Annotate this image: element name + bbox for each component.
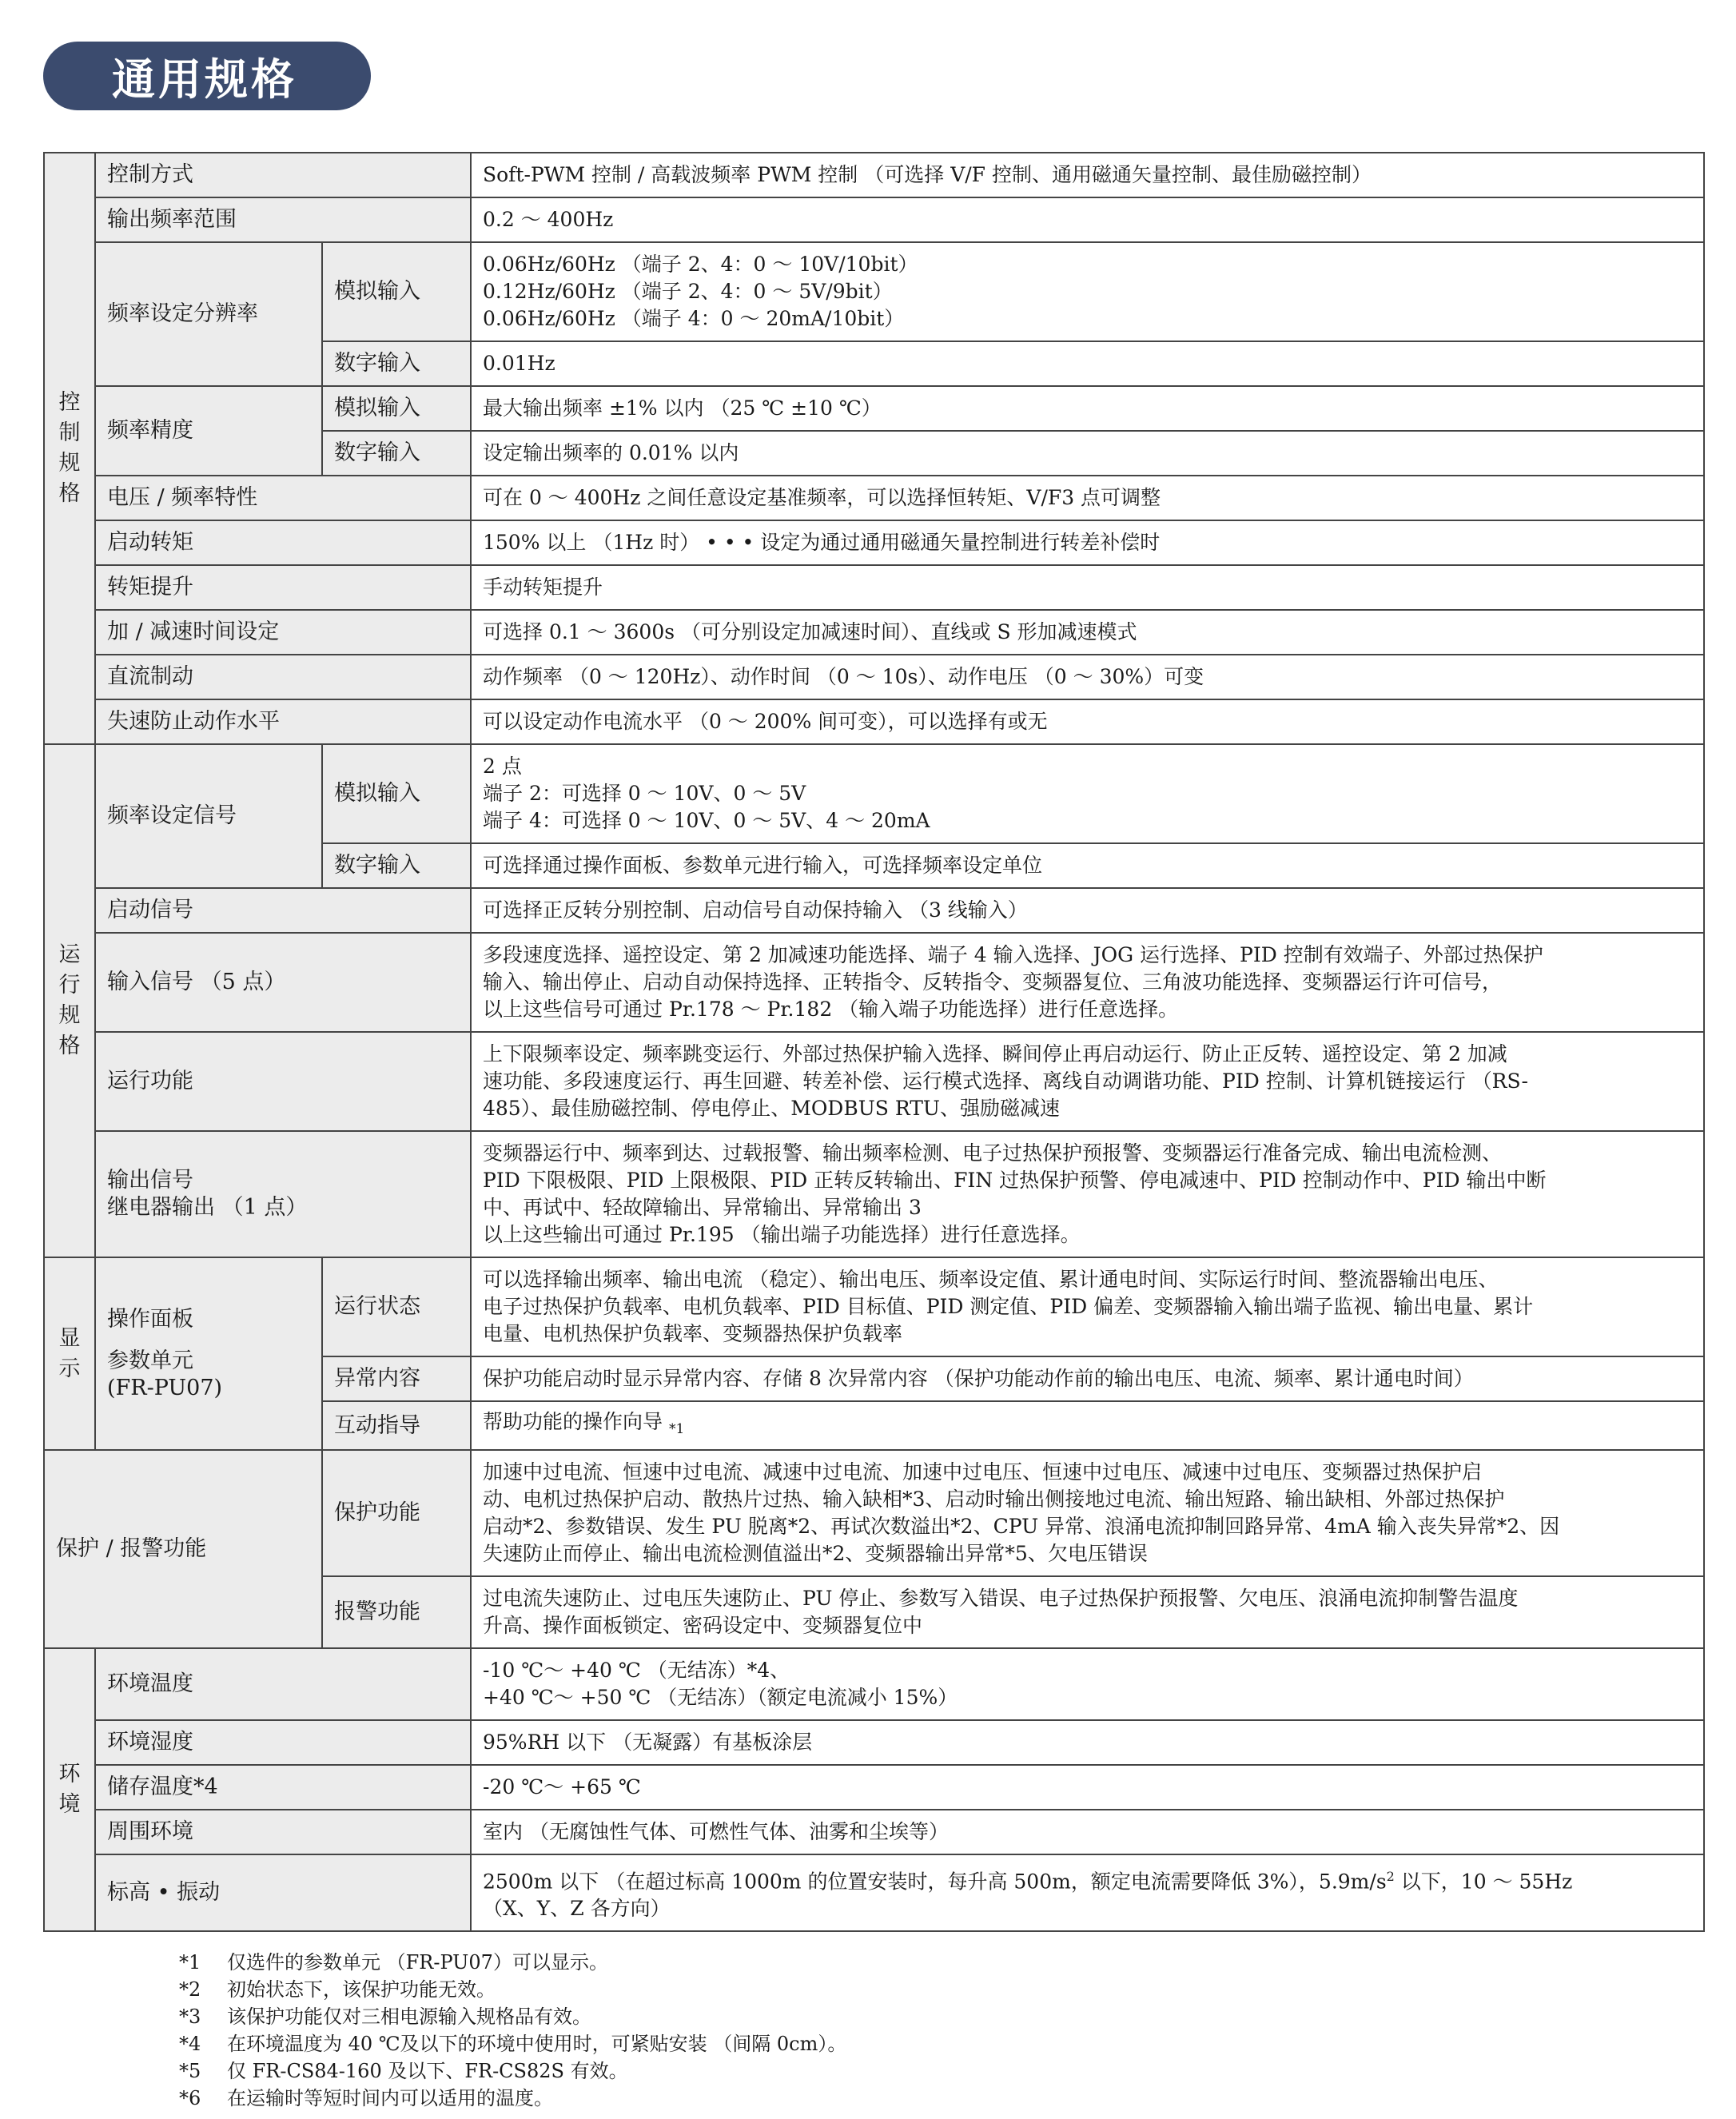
row-label: 运行功能 bbox=[95, 1032, 471, 1131]
footnote: *3 该保护功能仅对三相电源输入规格品有效。 bbox=[179, 2005, 591, 2028]
row-value: 0.06Hz/60Hz （端子 2、4：0 ～ 10V/10bit） 0.12Hz/60Hz （端子 2、4：0 ～ 5V/9bit） 0.06Hz/60Hz （端子 4：0 ～ 20mA/10bit） bbox=[471, 242, 1704, 341]
table-row bbox=[44, 1648, 1704, 1720]
row-value: 上下限频率设定、频率跳变运行、外部过热保护输入选择、瞬间停止再启动运行、防止正反转、遥控设定、第 2 加减 速功能、多段速度运行、再生回避、转差补偿、运行模式选择、离线自动调谐功能、PID 控制、计算机链接运行 （RS- 485）、最佳励磁控制、停电停止、MODBUS RTU、强励磁减速 bbox=[471, 1032, 1704, 1131]
footnote: *6 在运输时等短时间内可以适用的温度。 bbox=[179, 2087, 553, 2109]
table-row bbox=[44, 242, 1704, 341]
row-value: 可选择正反转分别控制、启动信号自动保持输入 （3 线输入） bbox=[471, 888, 1704, 933]
spec-table bbox=[43, 152, 1705, 1932]
table-row bbox=[44, 1810, 1704, 1854]
sub-label: 数字输入 bbox=[322, 843, 471, 888]
row-label: 启动转矩 bbox=[95, 520, 471, 565]
footnote: *2 初始状态下，该保护功能无效。 bbox=[179, 1978, 496, 2001]
row-value: -10 ℃～ +40 ℃ （无结冻）*4、 +40 ℃～ +50 ℃ （无结冻）（额定电流减小 15%） bbox=[471, 1648, 1704, 1720]
table-row bbox=[44, 699, 1704, 744]
row-label: 控制方式 bbox=[95, 153, 471, 197]
row-label: 频率设定信号 bbox=[95, 744, 322, 888]
row-value: 加速中过电流、恒速中过电流、减速中过电流、加速中过电压、恒速中过电压、减速中过电压、变频器过热保护启 动、电机过热保护启动、散热片过热、输入缺相*3、启动时输出侧接地过电流、输出短路、输出缺相、外部过热保护 启动*2、参数错误、发生 PU 脱离*2、再试次数溢出*2、CPU 异常、浪涌电流抑制回路异常、4mA 输入丧失异常*2、因 失速防止而停止、输出电流检测值溢出*2、变频器输出异常*5、欠电压错误 bbox=[471, 1450, 1704, 1576]
table-row bbox=[44, 888, 1704, 933]
row-value: Soft-PWM 控制 / 高载波频率 PWM 控制 （可选择 V/F 控制、通用磁通矢量控制、最佳励磁控制） bbox=[471, 153, 1704, 197]
footnote: *5 仅 FR-CS84-160 及以下、FR-CS82S 有效。 bbox=[179, 2060, 628, 2082]
row-label: 输出信号 继电器输出 （1 点） bbox=[95, 1131, 471, 1257]
row-label: 电压 / 频率特性 bbox=[95, 476, 471, 520]
sub-label: 数字输入 bbox=[322, 431, 471, 476]
row-value: 0.2 ～ 400Hz bbox=[471, 197, 1704, 242]
footnote: *4 在环境温度为 40 ℃及以下的环境中使用时，可紧贴安装 （间隔 0cm）。 bbox=[179, 2033, 847, 2055]
row-value: 150% 以上 （1Hz 时） • • • 设定为通过通用磁通矢量控制进行转差补偿时 bbox=[471, 520, 1704, 565]
row-label: 标高 • 振动 bbox=[95, 1854, 471, 1931]
row-label: 加 / 减速时间设定 bbox=[95, 610, 471, 655]
row-value: 手动转矩提升 bbox=[471, 565, 1704, 610]
row-label: 周围环境 bbox=[95, 1810, 471, 1854]
row-value: 可选择 0.1 ～ 3600s （可分别设定加减速时间）、直线或 S 形加减速模式 bbox=[471, 610, 1704, 655]
footnote: *1 仅选件的参数单元 （FR-PU07）可以显示。 bbox=[179, 1951, 608, 1974]
row-value: 可以设定动作电流水平 （0 ～ 200% 间可变），可以选择有或无 bbox=[471, 699, 1704, 744]
table-row bbox=[44, 1720, 1704, 1765]
row-value: 动作频率 （0 ～ 120Hz）、动作时间 （0 ～ 10s）、动作电压 （0 ～ 30%）可变 bbox=[471, 655, 1704, 699]
row-label: 频率精度 bbox=[95, 386, 322, 476]
table-row bbox=[44, 610, 1704, 655]
row-value: 室内 （无腐蚀性气体、可燃性气体、油雾和尘埃等） bbox=[471, 1810, 1704, 1854]
category-control: 控制规格 bbox=[44, 153, 95, 744]
row-value: 保护功能启动时显示异常内容、存储 8 次异常内容 （保护功能动作前的输出电压、电流、频率、累计通电时间） bbox=[471, 1356, 1704, 1401]
category-protection: 保护 / 报警功能 bbox=[44, 1450, 322, 1648]
table-row bbox=[44, 1765, 1704, 1810]
table-row bbox=[44, 386, 1704, 431]
table-row bbox=[44, 197, 1704, 242]
table-row bbox=[44, 1131, 1704, 1257]
row-value: 设定输出频率的 0.01% 以内 bbox=[471, 431, 1704, 476]
sub-label: 模拟输入 bbox=[322, 242, 471, 341]
row-label: 环境湿度 bbox=[95, 1720, 471, 1765]
sub-label: 运行状态 bbox=[322, 1257, 471, 1356]
category-environment: 环境 bbox=[44, 1648, 95, 1931]
category-display: 显示 bbox=[44, 1257, 95, 1450]
row-label: 失速防止动作水平 bbox=[95, 699, 471, 744]
footnote-mark: *1 bbox=[668, 1421, 685, 1437]
row-value: 可在 0 ～ 400Hz 之间任意设定基准频率，可以选择恒转矩、V/F3 点可调整 bbox=[471, 476, 1704, 520]
row-value: -20 ℃～ +65 ℃ bbox=[471, 1765, 1704, 1810]
row-label: 输入信号 （5 点） bbox=[95, 933, 471, 1032]
table-row bbox=[44, 153, 1704, 197]
category-operation: 运行规格 bbox=[44, 744, 95, 1257]
sub-label: 保护功能 bbox=[322, 1450, 471, 1576]
row-label: 操作面板 参数单元 (FR-PU07) bbox=[95, 1257, 322, 1450]
row-label: 环境温度 bbox=[95, 1648, 471, 1720]
row-value: 0.01Hz bbox=[471, 341, 1704, 386]
page-title: 通用规格 bbox=[43, 42, 371, 110]
row-value: 过电流失速防止、过电压失速防止、PU 停止、参数写入错误、电子过热保护预报警、欠电压、浪涌电流抑制警告温度 升高、操作面板锁定、密码设定中、变频器复位中 bbox=[471, 1576, 1704, 1648]
row-value: 帮助功能的操作向导 $_{*1}$ bbox=[471, 1401, 1704, 1450]
row-label: 频率设定分辨率 bbox=[95, 242, 322, 386]
table-row bbox=[44, 520, 1704, 565]
row-value: 95%RH 以下 （无凝露）有基板涂层 bbox=[471, 1720, 1704, 1765]
sub-label: 异常内容 bbox=[322, 1356, 471, 1401]
sub-label: 模拟输入 bbox=[322, 386, 471, 431]
table-row bbox=[44, 1450, 1704, 1576]
row-value: 变频器运行中、频率到达、过载报警、输出频率检测、电子过热保护预报警、变频器运行准备完成、输出电流检测、 PID 下限极限、PID 上限极限、PID 正转反转输出、FIN 过热保护预警、停电减速中、PID 控制动作中、PID 输出中断 中、再试中、轻故障输出、异常输出、异常输出 3 以上这些输出可通过 Pr.195 （输出端子功能选择）进行任意选择。 bbox=[471, 1131, 1704, 1257]
row-value: 2 点 端子 2：可选择 0 ～ 10V、0 ～ 5V 端子 4：可选择 0 ～ 10V、0 ～ 5V、4 ～ 20mA bbox=[471, 744, 1704, 843]
sub-label: 模拟输入 bbox=[322, 744, 471, 843]
row-label: 转矩提升 bbox=[95, 565, 471, 610]
table-row bbox=[44, 933, 1704, 1032]
sub-label: 报警功能 bbox=[322, 1576, 471, 1648]
row-label: 直流制动 bbox=[95, 655, 471, 699]
row-label: 启动信号 bbox=[95, 888, 471, 933]
table-row bbox=[44, 565, 1704, 610]
row-value: 可以选择输出频率、输出电流 （稳定）、输出电压、频率设定值、累计通电时间、实际运行时间、整流器输出电压、 电子过热保护负载率、电机负载率、PID 目标值、PID 测定值、PID 偏差、变频器输入输出端子监视、输出电量、累计 电量、电机热保护负载率、变频器热保护负载率 bbox=[471, 1257, 1704, 1356]
table-row bbox=[44, 655, 1704, 699]
table-row bbox=[44, 744, 1704, 843]
sub-label: 数字输入 bbox=[322, 341, 471, 386]
table-row bbox=[44, 1257, 1704, 1356]
table-row bbox=[44, 1854, 1704, 1931]
table-row bbox=[44, 476, 1704, 520]
row-value: 2500m 以下 （在超过标高 1000m 的位置安装时，每升高 500m，额定电流需要降低 3%），$5.9m/s^2$ 以下，10 ～ 55Hz （X、Y、Z 各方向） bbox=[471, 1854, 1704, 1931]
footnotes bbox=[179, 1949, 846, 2112]
table-row bbox=[44, 1032, 1704, 1131]
row-label: 输出频率范围 bbox=[95, 197, 471, 242]
row-label: 储存温度*4 bbox=[95, 1765, 471, 1810]
row-value: 最大输出频率 ±1% 以内 （25 ℃ ±10 ℃） bbox=[471, 386, 1704, 431]
row-value: 可选择通过操作面板、参数单元进行输入，可选择频率设定单位 bbox=[471, 843, 1704, 888]
sub-label: 互动指导 bbox=[322, 1401, 471, 1450]
row-value: 多段速度选择、遥控设定、第 2 加减速功能选择、端子 4 输入选择、JOG 运行选择、PID 控制有效端子、外部过热保护 输入、输出停止、启动自动保持选择、正转指令、反转指令、变频器复位、三角波功能选择、变频器运行许可信号， 以上这些信号可通过 Pr.178 ～ Pr.182 （输入端子功能选择）进行任意选择。 bbox=[471, 933, 1704, 1032]
